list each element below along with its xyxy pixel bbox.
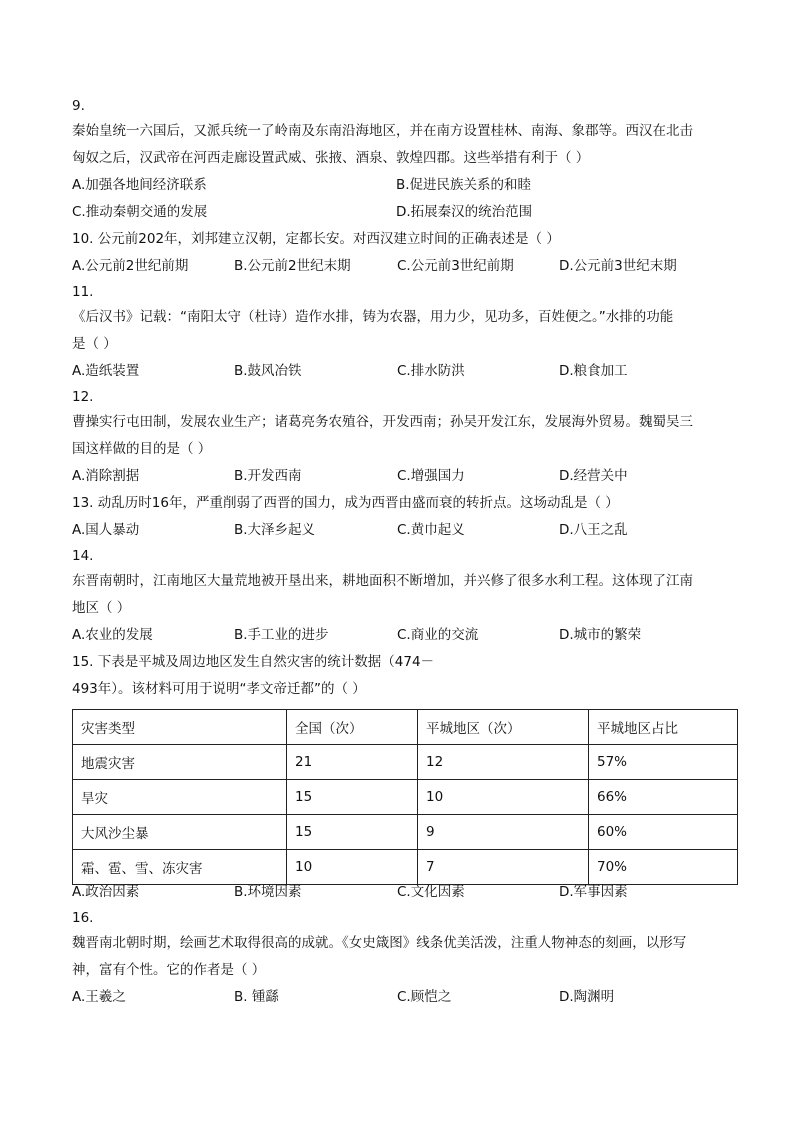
question-11-options <box>72 358 732 385</box>
question-9-option-d: D.拓展秦汉的统治范围 <box>396 204 533 220</box>
question-11-stem-line-1: 《后汉书》记载：“南阳太守（杜诗）造作水排，铸为农器，用力少，见功多，百姓便之。”水排的功能 <box>72 309 674 325</box>
question-9-options-row-1 <box>72 172 732 199</box>
table-row <box>73 780 738 815</box>
table-header-cell: 全国（次） <box>287 710 418 745</box>
question-16-number: 16. <box>72 910 94 926</box>
question-15-option-d: D.军事因素 <box>559 884 628 900</box>
question-14-options <box>72 622 732 649</box>
table-cell: 地震灾害 <box>73 745 287 780</box>
question-16-stem-line-2: 神，富有个性。它的作者是（ ） <box>72 962 266 978</box>
question-11-stem-line-2: 是（ ） <box>72 336 117 352</box>
question-14-option-d: D.城市的繁荣 <box>559 627 642 643</box>
question-15-option-b: B.环境因素 <box>234 884 302 900</box>
table-cell: 霜、雹、雪、冻灾害 <box>73 850 287 885</box>
question-13-option-d: D.八王之乱 <box>559 522 628 538</box>
question-12-stem-line-1: 曹操实行屯田制，发展农业生产；诸葛亮务农殖谷，开发西南；孙吴开发江东，发展海外贸易。魏蜀吴三 <box>72 414 693 430</box>
question-10-option-a: A.公元前2世纪前期 <box>72 258 189 274</box>
question-11-option-a: A.造纸装置 <box>72 363 140 379</box>
question-15-option-c: C.文化因素 <box>397 884 465 900</box>
question-10-option-b: B.公元前2世纪末期 <box>234 258 351 274</box>
question-9-stem-line-1: 秦始皇统一六国后，又派兵统一了岭南及东南沿海地区，并在南方设置桂林、南海、象郡等。西汉在北击 <box>72 123 693 139</box>
question-16-option-a: A.王羲之 <box>72 989 126 1005</box>
table-header-cell: 平城地区（次） <box>418 710 589 745</box>
table-cell: 57% <box>589 745 738 780</box>
question-10-stem: 10. 公元前202年，刘邦建立汉朝，定都长安。对西汉建立时间的正确表述是（ ） <box>72 231 560 247</box>
table-cell: 15 <box>287 780 418 815</box>
table-cell: 15 <box>287 815 418 850</box>
question-16-option-b: B. 锺繇 <box>234 989 279 1005</box>
question-12-option-c: C.增强国力 <box>397 468 465 484</box>
question-14-option-a: A.农业的发展 <box>72 627 153 643</box>
question-13-option-a: A.国人暴动 <box>72 522 140 538</box>
question-16-option-d: D.陶渊明 <box>559 989 615 1005</box>
table-cell: 12 <box>418 745 589 780</box>
question-16-stem-line-1: 魏晋南北朝时期，绘画艺术取得很高的成就。《女史箴图》线条优美活泼，注重人物神态的刻画，以形写 <box>72 935 687 951</box>
table-cell: 70% <box>589 850 738 885</box>
table-cell: 旱灾 <box>73 780 287 815</box>
question-11-option-c: C.排水防洪 <box>397 363 465 379</box>
question-9-stem-line-2: 匈奴之后，汉武帝在河西走廊设置武威、张掖、酒泉、敦煌四郡。这些举措有利于（ ） <box>72 150 590 166</box>
question-15-options <box>72 879 732 906</box>
question-14-option-b: B.手工业的进步 <box>234 627 329 643</box>
table-header-cell: 平城地区占比 <box>589 710 738 745</box>
question-15-stem-line-1: 15. 下表是平城及周边地区发生自然灾害的统计数据（474－ <box>72 654 435 670</box>
question-12-options <box>72 463 732 490</box>
question-16-option-c: C.顾恺之 <box>397 989 452 1005</box>
question-11-option-d: D.粮食加工 <box>559 363 628 379</box>
table-row <box>73 815 738 850</box>
table-cell: 21 <box>287 745 418 780</box>
question-9-option-a: A.加强各地间经济联系 <box>72 177 207 193</box>
table-cell: 60% <box>589 815 738 850</box>
question-11-number: 11. <box>72 284 94 300</box>
question-14-stem-line-2: 地区（ ） <box>72 600 131 616</box>
table-header-row <box>73 710 738 745</box>
table-cell: 9 <box>418 815 589 850</box>
question-12-stem-line-2: 国这样做的目的是（ ） <box>72 441 212 457</box>
question-10-option-c: C.公元前3世纪前期 <box>397 258 514 274</box>
question-15-option-a: A.政治因素 <box>72 884 140 900</box>
disaster-statistics-table <box>72 709 738 885</box>
question-12-option-d: D.经营关中 <box>559 468 628 484</box>
table-cell: 大风沙尘暴 <box>73 815 287 850</box>
exam-page <box>72 94 732 1011</box>
table-cell: 66% <box>589 780 738 815</box>
question-12-option-b: B.开发西南 <box>234 468 302 484</box>
question-13-option-b: B.大泽乡起义 <box>234 522 316 538</box>
question-9-options-row-2 <box>72 199 732 226</box>
table-cell: 10 <box>287 850 418 885</box>
question-16-options <box>72 984 732 1011</box>
question-9-number: 9. <box>72 98 85 114</box>
question-14-stem-line-1: 东晋南朝时，江南地区大量荒地被开垦出来，耕地面积不断增加，并兴修了很多水利工程。这体现了江南 <box>72 573 693 589</box>
question-13-option-c: C.黄巾起义 <box>397 522 465 538</box>
table-cell: 10 <box>418 780 589 815</box>
question-14-option-c: C.商业的交流 <box>397 627 479 643</box>
question-9-option-c: C.推动秦朝交通的发展 <box>72 204 208 220</box>
table-row <box>73 745 738 780</box>
question-12-option-a: A.消除割据 <box>72 468 140 484</box>
question-14-number: 14. <box>72 548 94 564</box>
question-15-stem-line-2: 493年）。该材料可用于说明“孝文帝迁都”的（ ） <box>72 681 366 697</box>
question-11-option-b: B.鼓风冶铁 <box>234 363 302 379</box>
table-cell: 7 <box>418 850 589 885</box>
question-10-option-d: D.公元前3世纪末期 <box>559 258 677 274</box>
question-13-stem: 13. 动乱历时16年，严重削弱了西晋的国力，成为西晋由盛而衰的转折点。这场动乱是（ ） <box>72 495 619 511</box>
question-10-options <box>72 253 732 280</box>
table-header-cell: 灾害类型 <box>73 710 287 745</box>
question-13-options <box>72 517 732 544</box>
question-9-option-b: B.促进民族关系的和睦 <box>396 177 532 193</box>
question-12-number: 12. <box>72 389 94 405</box>
